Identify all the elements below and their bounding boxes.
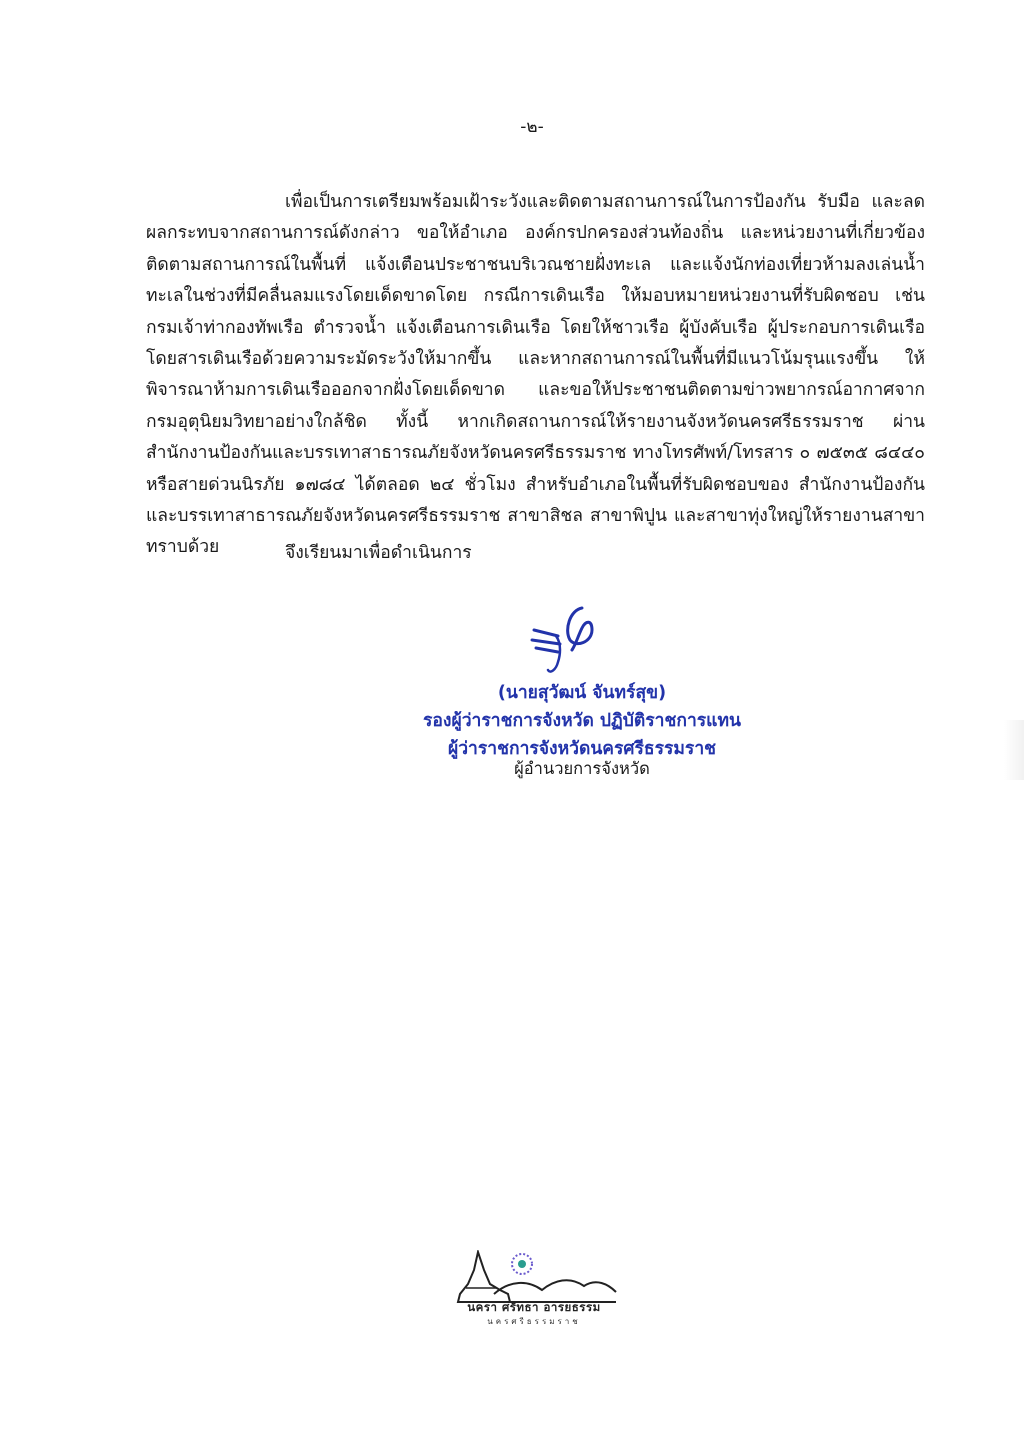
signer-position-governor: ผู้ว่าราชการจังหวัดนครศรีธรรมราช xyxy=(447,739,717,759)
logo-motto: นครา ศรัทธา อารยธรรม xyxy=(467,1300,601,1314)
signer-name: (นายสุวัฒน์ จันทร์สุข) xyxy=(497,683,667,703)
signer-block xyxy=(0,679,1024,779)
signer-position: รองผู้ว่าราชการจังหวัด ปฏิบัติราชการแทน xyxy=(423,711,741,731)
page-number: -๒- xyxy=(520,117,544,137)
handwritten-signature xyxy=(520,600,610,682)
logo-subtitle: นครศรีธรรมราช xyxy=(487,1317,581,1326)
scan-edge-shadow xyxy=(1004,720,1024,780)
signer-role: ผู้อำนวยการจังหวัด xyxy=(514,759,650,778)
letter-body xyxy=(146,187,925,564)
closing-line: จึงเรียนมาเพื่อดำเนินการ xyxy=(285,543,472,563)
body-paragraph: เพื่อเป็นการเตรียมพร้อมเฝ้าระวังและติดตามสถานการณ์ในการป้องกัน รับมือ และลดผลกระทบจากสถานการณ์ดังกล่าว ขอให้อำเภอ องค์กรปกครองส่วนท้องถิ่น และหน่วยงานที่เกี่ยวข้อง ติดตามสถานการณ์ในพื้นที่ แจ้งเตือนประชาชนบริเวณชายฝั่งทะเล และแจ้งนักท่องเที่ยวห้ามลงเล่นน้ำทะเลในช่วงที่มีคลื่นลมแรงโดยเด็ดขาดโดย กรณีการเดินเรือ ให้มอบหมายหน่วยงานที่รับผิดชอบ เช่น กรมเจ้าท่ากองทัพเรือ ตำรวจน้ำ แจ้งเตือนการเดินเรือ โดยให้ชาวเรือ ผู้บังคับเรือ ผู้ประกอบการเดินเรือโดยสารเดินเรือด้วยความระมัดระวังให้มากขึ้น และหากสถานการณ์ในพื้นที่มีแนวโน้มรุนแรงขึ้น ให้พิจารณาห้ามการเดินเรือออกจากฝั่งโดยเด็ดขาด และขอให้ประชาชนติดตามข่าวพยากรณ์อากาศจากกรมอุตุนิยมวิทยาอย่างใกล้ชิด ทั้งนี้ หากเกิดสถานการณ์ให้รายงานจังหวัดนครศรีธรรมราช ผ่านสำนักงานป้องกันและบรรเทาสาธารณภัยจังหวัดนครศรีธรรมราช ทางโทรศัพท์/โทรสาร ๐ ๗๕๓๕ ๘๔๔๐ หรือสายด่วนนิรภัย ๑๗๘๔ ได้ตลอด ๒๔ ชั่วโมง สำหรับอำเภอในพื้นที่รับผิดชอบของ สำนักงานป้องกันและบรรเทาสาธารณภัยจังหวัดนครศรีธรรมราช สาขาสิชล สาขาพิปูน และสาขาทุ่งใหญ่ให้รายงานสาขาทราบด้วย xyxy=(146,192,925,558)
